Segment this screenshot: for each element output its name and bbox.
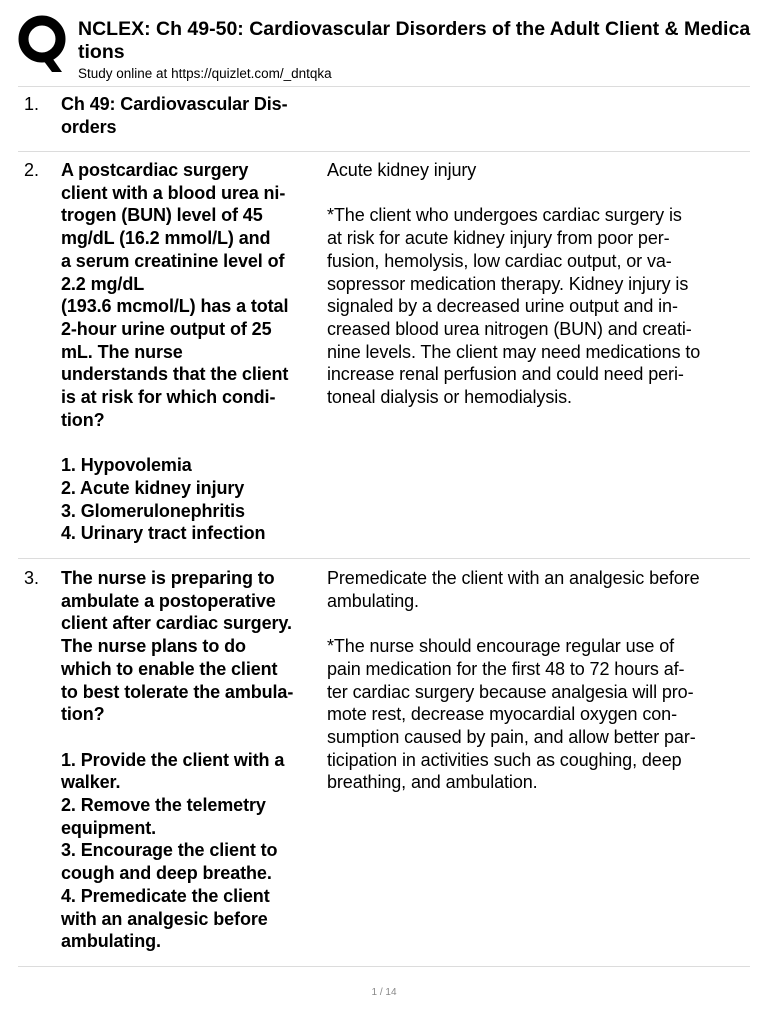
card-number: 1. [24,94,40,114]
document-title [78,18,768,64]
study-online-link[interactable]: Study online at https://quizlet.com/_dntqka [78,66,332,81]
card-number: 2. [24,160,40,180]
page-header [0,0,768,86]
card-definition: Premedicate the client with an analgesic before ambulating. *The nurse should encourage regular use of pain medication for the first 48 to 72 hours af- ter cardiac surgery because analgesia will pro- mote rest, decrease myocardial oxygen con- sumption caused by pain, and allow better par- ticipation in activities such as coughing, deep breathing, and ambulation. [327,568,700,793]
divider [18,558,750,559]
title-line-1: NCLEX: Ch 49-50: Cardiovascular Disorders of the Adult Client & Medica [78,18,751,40]
page-number: 1 / 14 [371,987,397,998]
divider [18,151,750,152]
card-definition: Acute kidney injury *The client who undergoes cardiac surgery is at risk for acute kidney injury from poor per- fusion, hemolysis, low cardiac output, or va- sopressor medication therapy. Kidney injury is signaled by a decreased urine output and in- creased blood urea nitrogen (BUN) and creati- nine levels. The client may need medications to increase renal perfusion and could need peri- toneal dialysis or hemodialysis. [327,160,701,408]
title-line-2: tions [78,41,125,63]
divider [18,86,750,87]
divider [18,966,750,967]
card-number: 3. [24,568,40,588]
card-term: The nurse is preparing to ambulate a postoperative client after cardiac surgery. The nurse plans to do which to enable the client to best tolerate the ambula- tion? 1. Provide the client with a walker. 2. Remove the telemetry equipment. 3. Encourage the client to cough and deep breathe. 4. Premedicate the client with an analgesic before ambulating. [61,568,294,952]
card-term: A postcardiac surgery client with a blood urea ni- trogen (BUN) level of 45 mg/dL (16.2 mmol/L) and a serum creatinine level of 2.2 mg/dL (193.6 mcmol/L) has a total 2-hour urine output of 25 mL. The nurse understands that the client is at risk for which condi- tion? 1. Hypovolemia 2. Acute kidney injury 3. Glomerulonephritis 4. Urinary tract infection [61,160,289,544]
quizlet-logo-icon [18,12,68,74]
card-term: Ch 49: Cardiovascular Dis- orders [61,94,288,137]
